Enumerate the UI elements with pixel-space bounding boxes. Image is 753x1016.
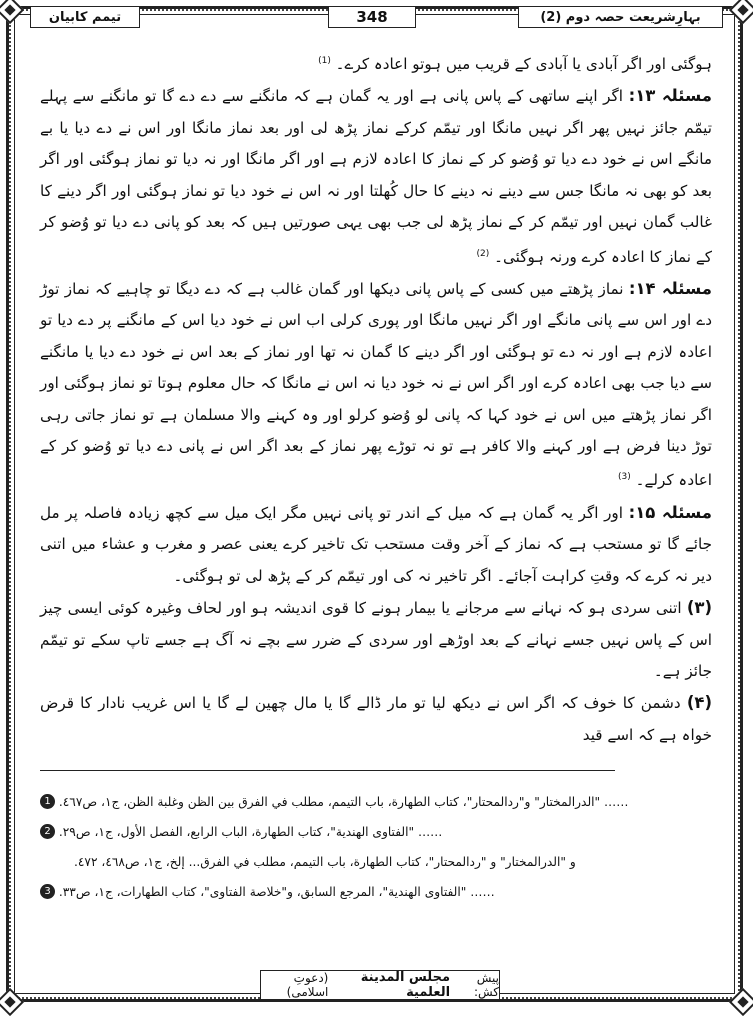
masla-label: مسئلہ ۱۴: <box>628 278 713 298</box>
page-footer <box>260 970 500 1000</box>
main-text <box>40 46 712 751</box>
point-label: (۳) <box>686 598 712 618</box>
footnote-number-badge: 3 <box>40 884 55 899</box>
point-label: (۴) <box>686 693 712 713</box>
footnote-ref: (3) <box>617 472 631 483</box>
footer-prefix: پیش کش: <box>473 971 499 999</box>
book-title: بہارِشریعت حصہ دوم (2) <box>518 6 723 28</box>
masla-label: مسئلہ ۱۳: <box>628 86 713 106</box>
masla-label: مسئلہ ۱۵: <box>628 502 713 522</box>
footnote-3: …… "الفتاوى الهندية"، المرجع السابق، و"خلاصة الفتاوى"، كتاب الطهارات، ج١، ص٣٣. 3 <box>40 876 712 906</box>
footnote-divider <box>40 770 615 771</box>
page-header <box>30 2 723 32</box>
footnote-number-badge: 1 <box>40 794 55 809</box>
footnote-1: …… "الدرالمختار" و"ردالمحتار"، كتاب الطهارة، باب التيمم، مطلب في الفرق بين الظن وغلبة الظن، ج١، ص٤٦٧. 1 <box>40 786 712 816</box>
masla-15: مسئلہ ۱۵: اور اگر یہ گمان ہے کہ میل کے اندر تو پانی نہیں مگر ایک میل سے کچھ زیادہ فاصلہ پر مل جائے گا تو مستحب ہے کہ نماز کے آخر وقت مستحب تک تاخیر کرے یعنی عصر و مغرب و عشاء میں اتنی دیر نہ کرے کہ وقتِ کراہت آجائے۔ اگر تاخیر نہ کی اور تیمّم کر کے پڑھ لی تو ہوگئی۔ <box>40 502 713 585</box>
chapter-title: تیمم کابیان <box>30 6 140 28</box>
footnote-ref: (1) <box>318 56 331 66</box>
paragraph: ہوگئی اور اگر آبادی یا آبادی کے قریب میں ہوتو اعادہ کرے۔ $^{(1)}$ <box>318 55 712 74</box>
footnote-number-badge: 2 <box>40 824 55 839</box>
masla-14: مسئلہ ۱۴: نماز پڑھتے میں کسی کے پاس پانی دیکھا اور گمان غالب ہے کہ دے دیگا تو چاہیے کہ نماز توڑ دے اور اس سے پانی مانگے اور اگر نہیں مانگا اور پوری کرلی اب اس نے خود دیا اس کے مانگنے پر دے دیا تو اعادہ لازم ہے اور نہ دے تو ہوگئی اور اگر دینے کا گمان نہ تھا اور نماز کے بعد اس نے خود دے دیا یا مانگنے سے دیا جب بھی اعادہ کرے اور اگر اس نے نہ خود دیا نہ اس نے مانگا کہ حال معلوم ہوتا تو نماز ہوگئی اور اگر نماز پڑھتے میں اس نے خود کہا کہ پانی لو وُضو کرلو اور وہ کہنے والا مسلمان ہے تو نماز جاتی رہی توڑ دینا فرض ہے اور کہنے والا کافر ہے تو نہ توڑے پھر نماز کے بعد اگر اس نے پانی دے دیا تو وُضو کر کے اعادہ کرلے۔ $^{(3)}$ <box>40 278 713 490</box>
page-number: 348 <box>328 6 416 28</box>
footnotes <box>40 786 712 906</box>
footnote-2-continued: و "الدرالمختار" و "ردالمحتار"، كتاب الطهارة، باب التيمم، مطلب في الفرق... إلخ، ج١، ص٤٦٨، ٤٧٢. <box>74 854 576 869</box>
footnote-ref: (2) <box>476 248 490 259</box>
masla-13: مسئلہ ۱۳: اگر اپنے ساتھی کے پاس پانی ہے اور یہ گمان ہے کہ مانگنے سے دے دے گا تو مانگنے سے پہلے تیمّم جائز نہیں پھر اگر نہیں مانگا اور تیمّم کرکے نماز پڑھ لی اور بعد نماز مانگا اور اس نے دے دیا یا بے مانگے اس نے خود دے دیا تو وُضو کر کے نماز کا اعادہ لازم ہے اور اگر مانگا اور نہ دیا تو نماز ہوگئی اور اگر بعد کو بھی نہ مانگا جس سے دینے نہ دینے کا حال کُھلتا اور نہ اس نے خود دیا تو نماز ہوگئی اور اگر دینے کا غالب گمان نہیں اور تیمّم کر کے نماز پڑھ لی جب بھی یہی صورتیں ہیں کہ بعد کو پانی دے دیا تو وُضو کر کے نماز کا اعادہ کرے ورنہ ہوگئی۔ $^{(2)}$ <box>40 86 713 266</box>
footer-suffix: (دعوتِ اسلامی) <box>286 971 329 999</box>
footnote-2: …… "الفتاوى الهندية"، كتاب الطهارة، الباب الرابع، الفصل الأول، ج١، ص٢٩. 2 <box>40 816 712 846</box>
point-3: (۳) اتنی سردی ہو کہ نہانے سے مرجانے یا بیمار ہونے کا قوی اندیشہ ہو اور لحاف وغیرہ کوئی ایسی چیز اس کے پاس نہیں جسے نہانے کے بعد اوڑھے اور سردی کے ضرر سے بچے نہ آگ ہے جسے تاپ سکے تو تیمّم جائز ہے۔ <box>40 598 712 680</box>
point-4: (۴) دشمن کا خوف کہ اگر اس نے دیکھ لیا تو مار ڈالے گا یا مال چھین لے گا یا اس غریب نادار کا قرض خواہ ہے کہ اسے قید <box>40 693 712 744</box>
footer-organization: مجلس المدينة العلمية <box>360 970 451 1000</box>
